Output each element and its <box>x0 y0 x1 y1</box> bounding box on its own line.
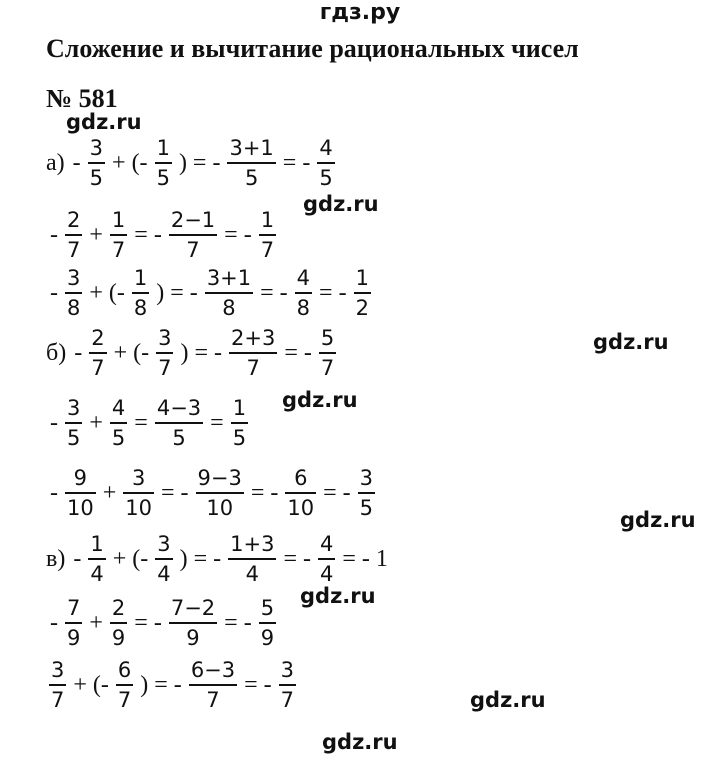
fraction <box>196 466 244 520</box>
numerator: 3 <box>158 326 172 350</box>
page-title: Сложение и вычитание рациональных чисел <box>46 34 579 63</box>
denominator: 8 <box>222 296 236 320</box>
operator-text: ) = - <box>156 279 198 306</box>
numerator: 3 <box>67 266 81 290</box>
denominator: 7 <box>51 688 65 712</box>
denominator: 4 <box>320 562 334 586</box>
equation-line <box>46 392 251 454</box>
denominator: 9 <box>186 626 200 650</box>
fraction-bar <box>205 292 253 294</box>
numerator: 1 <box>232 396 247 420</box>
operator-text: - <box>73 545 82 572</box>
numerator: 3+1 <box>229 136 274 160</box>
fraction <box>65 596 82 650</box>
numerator: 1 <box>156 136 170 160</box>
operator-text: ) = - <box>178 149 221 176</box>
fraction <box>319 326 336 380</box>
watermark: gdz.ru <box>282 388 358 412</box>
denominator: 7 <box>158 356 172 380</box>
numerator: 2+3 <box>231 326 276 350</box>
operator-text: + <box>89 609 103 636</box>
operator-text: = - <box>134 221 162 248</box>
site-header: гдз.ру <box>319 0 401 25</box>
operator-text: = <box>210 409 224 436</box>
fraction <box>227 136 275 190</box>
fraction-bar <box>88 558 105 560</box>
fraction-bar <box>132 292 149 294</box>
fraction-bar <box>228 558 276 560</box>
fraction <box>49 658 66 712</box>
operator-text: ) = - <box>179 545 222 572</box>
numerator: 5 <box>320 326 335 350</box>
denominator: 9 <box>111 626 126 650</box>
fraction <box>295 266 312 320</box>
denominator: 5 <box>67 426 81 450</box>
fraction-bar <box>169 234 217 236</box>
fraction <box>65 396 82 450</box>
denominator: 4 <box>157 562 171 586</box>
fraction <box>354 266 371 320</box>
operator-text: = - <box>250 479 279 506</box>
fraction-bar <box>317 162 334 164</box>
fraction-bar <box>110 622 127 624</box>
equation-line <box>46 322 339 384</box>
section-label: б) <box>46 339 67 366</box>
denominator: 5 <box>89 166 104 190</box>
numerator: 9−3 <box>197 466 242 490</box>
denominator: 10 <box>206 496 234 520</box>
fraction <box>123 466 154 520</box>
equation-line <box>46 654 299 716</box>
operator-text: = - <box>161 479 189 506</box>
fraction-bar <box>89 352 106 354</box>
numerator: 4 <box>320 532 334 556</box>
denominator: 10 <box>67 496 94 520</box>
numerator: 5 <box>260 596 275 620</box>
equation-line <box>46 592 279 654</box>
fraction-bar <box>319 352 336 354</box>
fraction <box>231 396 248 450</box>
fraction-bar <box>295 292 312 294</box>
denominator: 5 <box>359 496 374 520</box>
operator-text: - <box>50 409 58 436</box>
exercise-number: № 581 <box>46 84 118 113</box>
denominator: 5 <box>319 166 333 190</box>
denominator: 2 <box>355 296 369 320</box>
operator-text: = - 1 <box>342 545 388 572</box>
denominator: 4 <box>245 562 259 586</box>
denominator: 7 <box>111 238 126 262</box>
watermark: gdz.ru <box>620 508 696 532</box>
fraction-bar <box>65 492 96 494</box>
denominator: 7 <box>117 688 132 712</box>
fraction <box>89 326 106 380</box>
denominator: 7 <box>67 238 81 262</box>
fraction-bar <box>65 292 82 294</box>
fraction <box>259 596 276 650</box>
fraction <box>155 136 172 190</box>
fraction-bar <box>196 492 244 494</box>
fraction <box>110 208 127 262</box>
operator-text: = - <box>260 279 288 306</box>
numerator: 3 <box>157 532 171 556</box>
fraction <box>88 532 105 586</box>
fraction <box>65 266 82 320</box>
operator-text: = - <box>224 609 252 636</box>
numerator: 1 <box>355 266 369 290</box>
denominator: 7 <box>186 238 200 262</box>
denominator: 4 <box>90 562 104 586</box>
operator-text: = - <box>319 279 347 306</box>
equation-line <box>46 204 279 266</box>
numerator: 2 <box>67 208 81 232</box>
denominator: 7 <box>260 238 275 262</box>
fraction-bar <box>259 622 276 624</box>
fraction <box>132 266 149 320</box>
watermark: gdz.ru <box>470 688 546 712</box>
numerator: 1 <box>133 266 148 290</box>
denominator: 9 <box>260 626 275 650</box>
fraction <box>189 658 237 712</box>
denominator: 7 <box>280 688 295 712</box>
fraction <box>279 658 296 712</box>
numerator: 3 <box>359 466 374 490</box>
numerator: 7−2 <box>170 596 216 620</box>
watermark: gdz.ru <box>322 730 398 754</box>
fraction-bar <box>88 162 105 164</box>
fraction <box>228 532 276 586</box>
fraction <box>116 658 133 712</box>
numerator: 6 <box>117 658 132 682</box>
operator-text: ) = - <box>140 671 182 698</box>
fraction-bar <box>285 492 316 494</box>
fraction <box>317 136 334 190</box>
numerator: 4 <box>111 396 126 420</box>
numerator: 9 <box>73 466 88 490</box>
numerator: 1 <box>111 208 126 232</box>
denominator: 5 <box>156 166 170 190</box>
numerator: 6 <box>294 466 308 490</box>
fraction-bar <box>169 622 217 624</box>
operator-text: - <box>74 339 83 366</box>
fraction <box>88 136 105 190</box>
fraction <box>155 532 172 586</box>
fraction <box>285 466 316 520</box>
operator-text: + (- <box>112 545 149 572</box>
equation-line <box>46 462 378 524</box>
operator-text: + (- <box>112 149 148 176</box>
fraction <box>205 266 253 320</box>
numerator: 3 <box>51 658 65 682</box>
fraction-bar <box>358 492 375 494</box>
operator-text: - <box>50 279 58 306</box>
fraction <box>155 396 203 450</box>
fraction-bar <box>110 234 127 236</box>
operator-text: + <box>89 409 103 436</box>
equation-line <box>46 528 392 590</box>
fraction <box>65 466 96 520</box>
numerator: 1+3 <box>230 532 275 556</box>
numerator: 6−3 <box>190 658 236 682</box>
operator-text: = - <box>283 545 311 572</box>
equation-line <box>46 132 338 194</box>
operator-text: + (- <box>73 671 109 698</box>
numerator: 2 <box>111 596 126 620</box>
watermark: gdz.ru <box>593 330 669 354</box>
fraction <box>156 326 173 380</box>
fraction-bar <box>123 492 154 494</box>
fraction-bar <box>156 352 173 354</box>
numerator: 2 <box>91 326 105 350</box>
fraction-bar <box>259 234 276 236</box>
denominator: 8 <box>67 296 81 320</box>
denominator: 7 <box>206 688 220 712</box>
operator-text: - <box>50 609 58 636</box>
numerator: 4 <box>296 266 311 290</box>
fraction <box>229 326 277 380</box>
operator-text: + <box>89 221 103 248</box>
fraction-bar <box>155 422 203 424</box>
fraction <box>169 596 217 650</box>
numerator: 3 <box>89 136 104 160</box>
operator-text: = <box>134 409 148 436</box>
watermark: gdz.ru <box>66 110 142 134</box>
fraction-bar <box>155 558 172 560</box>
denominator: 8 <box>296 296 311 320</box>
numerator: 4−3 <box>156 396 202 420</box>
denominator: 8 <box>133 296 148 320</box>
denominator: 5 <box>232 426 247 450</box>
numerator: 3 <box>280 658 295 682</box>
operator-text: = - <box>134 609 162 636</box>
denominator: 9 <box>67 626 81 650</box>
fraction-bar <box>65 234 82 236</box>
operator-text: = - <box>224 221 252 248</box>
operator-text: - <box>72 149 81 176</box>
denominator: 10 <box>125 496 153 520</box>
operator-text: = - <box>284 339 312 366</box>
section-label: а) <box>46 149 65 176</box>
denominator: 5 <box>172 426 186 450</box>
fraction-bar <box>65 422 82 424</box>
fraction-bar <box>229 352 277 354</box>
fraction <box>169 208 217 262</box>
watermark: gdz.ru <box>300 584 376 608</box>
operator-text: = - <box>282 149 311 176</box>
fraction-bar <box>110 422 127 424</box>
numerator: 3 <box>67 396 81 420</box>
operator-text: - <box>50 221 58 248</box>
fraction-bar <box>354 292 371 294</box>
equation-line <box>46 262 374 324</box>
fraction <box>110 596 127 650</box>
operator-text: = - <box>244 671 272 698</box>
numerator: 7 <box>67 596 81 620</box>
operator-text: ) = - <box>180 339 223 366</box>
numerator: 4 <box>319 136 333 160</box>
denominator: 7 <box>320 356 335 380</box>
numerator: 2−1 <box>170 208 216 232</box>
operator-text: = - <box>323 479 351 506</box>
numerator: 3+1 <box>206 266 252 290</box>
fraction-bar <box>116 684 133 686</box>
denominator: 5 <box>244 166 259 190</box>
numerator: 1 <box>260 208 275 232</box>
fraction-bar <box>227 162 275 164</box>
operator-text: + (- <box>113 339 150 366</box>
fraction <box>259 208 276 262</box>
watermark: gdz.ru <box>303 192 379 216</box>
denominator: 10 <box>287 496 315 520</box>
fraction-bar <box>318 558 335 560</box>
denominator: 5 <box>111 426 126 450</box>
fraction-bar <box>189 684 237 686</box>
operator-text: + <box>102 479 117 506</box>
fraction-bar <box>279 684 296 686</box>
fraction-bar <box>65 622 82 624</box>
numerator: 1 <box>90 532 104 556</box>
fraction-bar <box>231 422 248 424</box>
fraction <box>318 532 335 586</box>
operator-text: + (- <box>89 279 125 306</box>
fraction <box>110 396 127 450</box>
fraction <box>65 208 82 262</box>
numerator: 3 <box>131 466 146 490</box>
operator-text: - <box>50 479 58 506</box>
fraction-bar <box>49 684 66 686</box>
denominator: 7 <box>246 356 260 380</box>
section-label: в) <box>46 545 66 572</box>
fraction-bar <box>155 162 172 164</box>
denominator: 7 <box>91 356 105 380</box>
fraction <box>358 466 375 520</box>
